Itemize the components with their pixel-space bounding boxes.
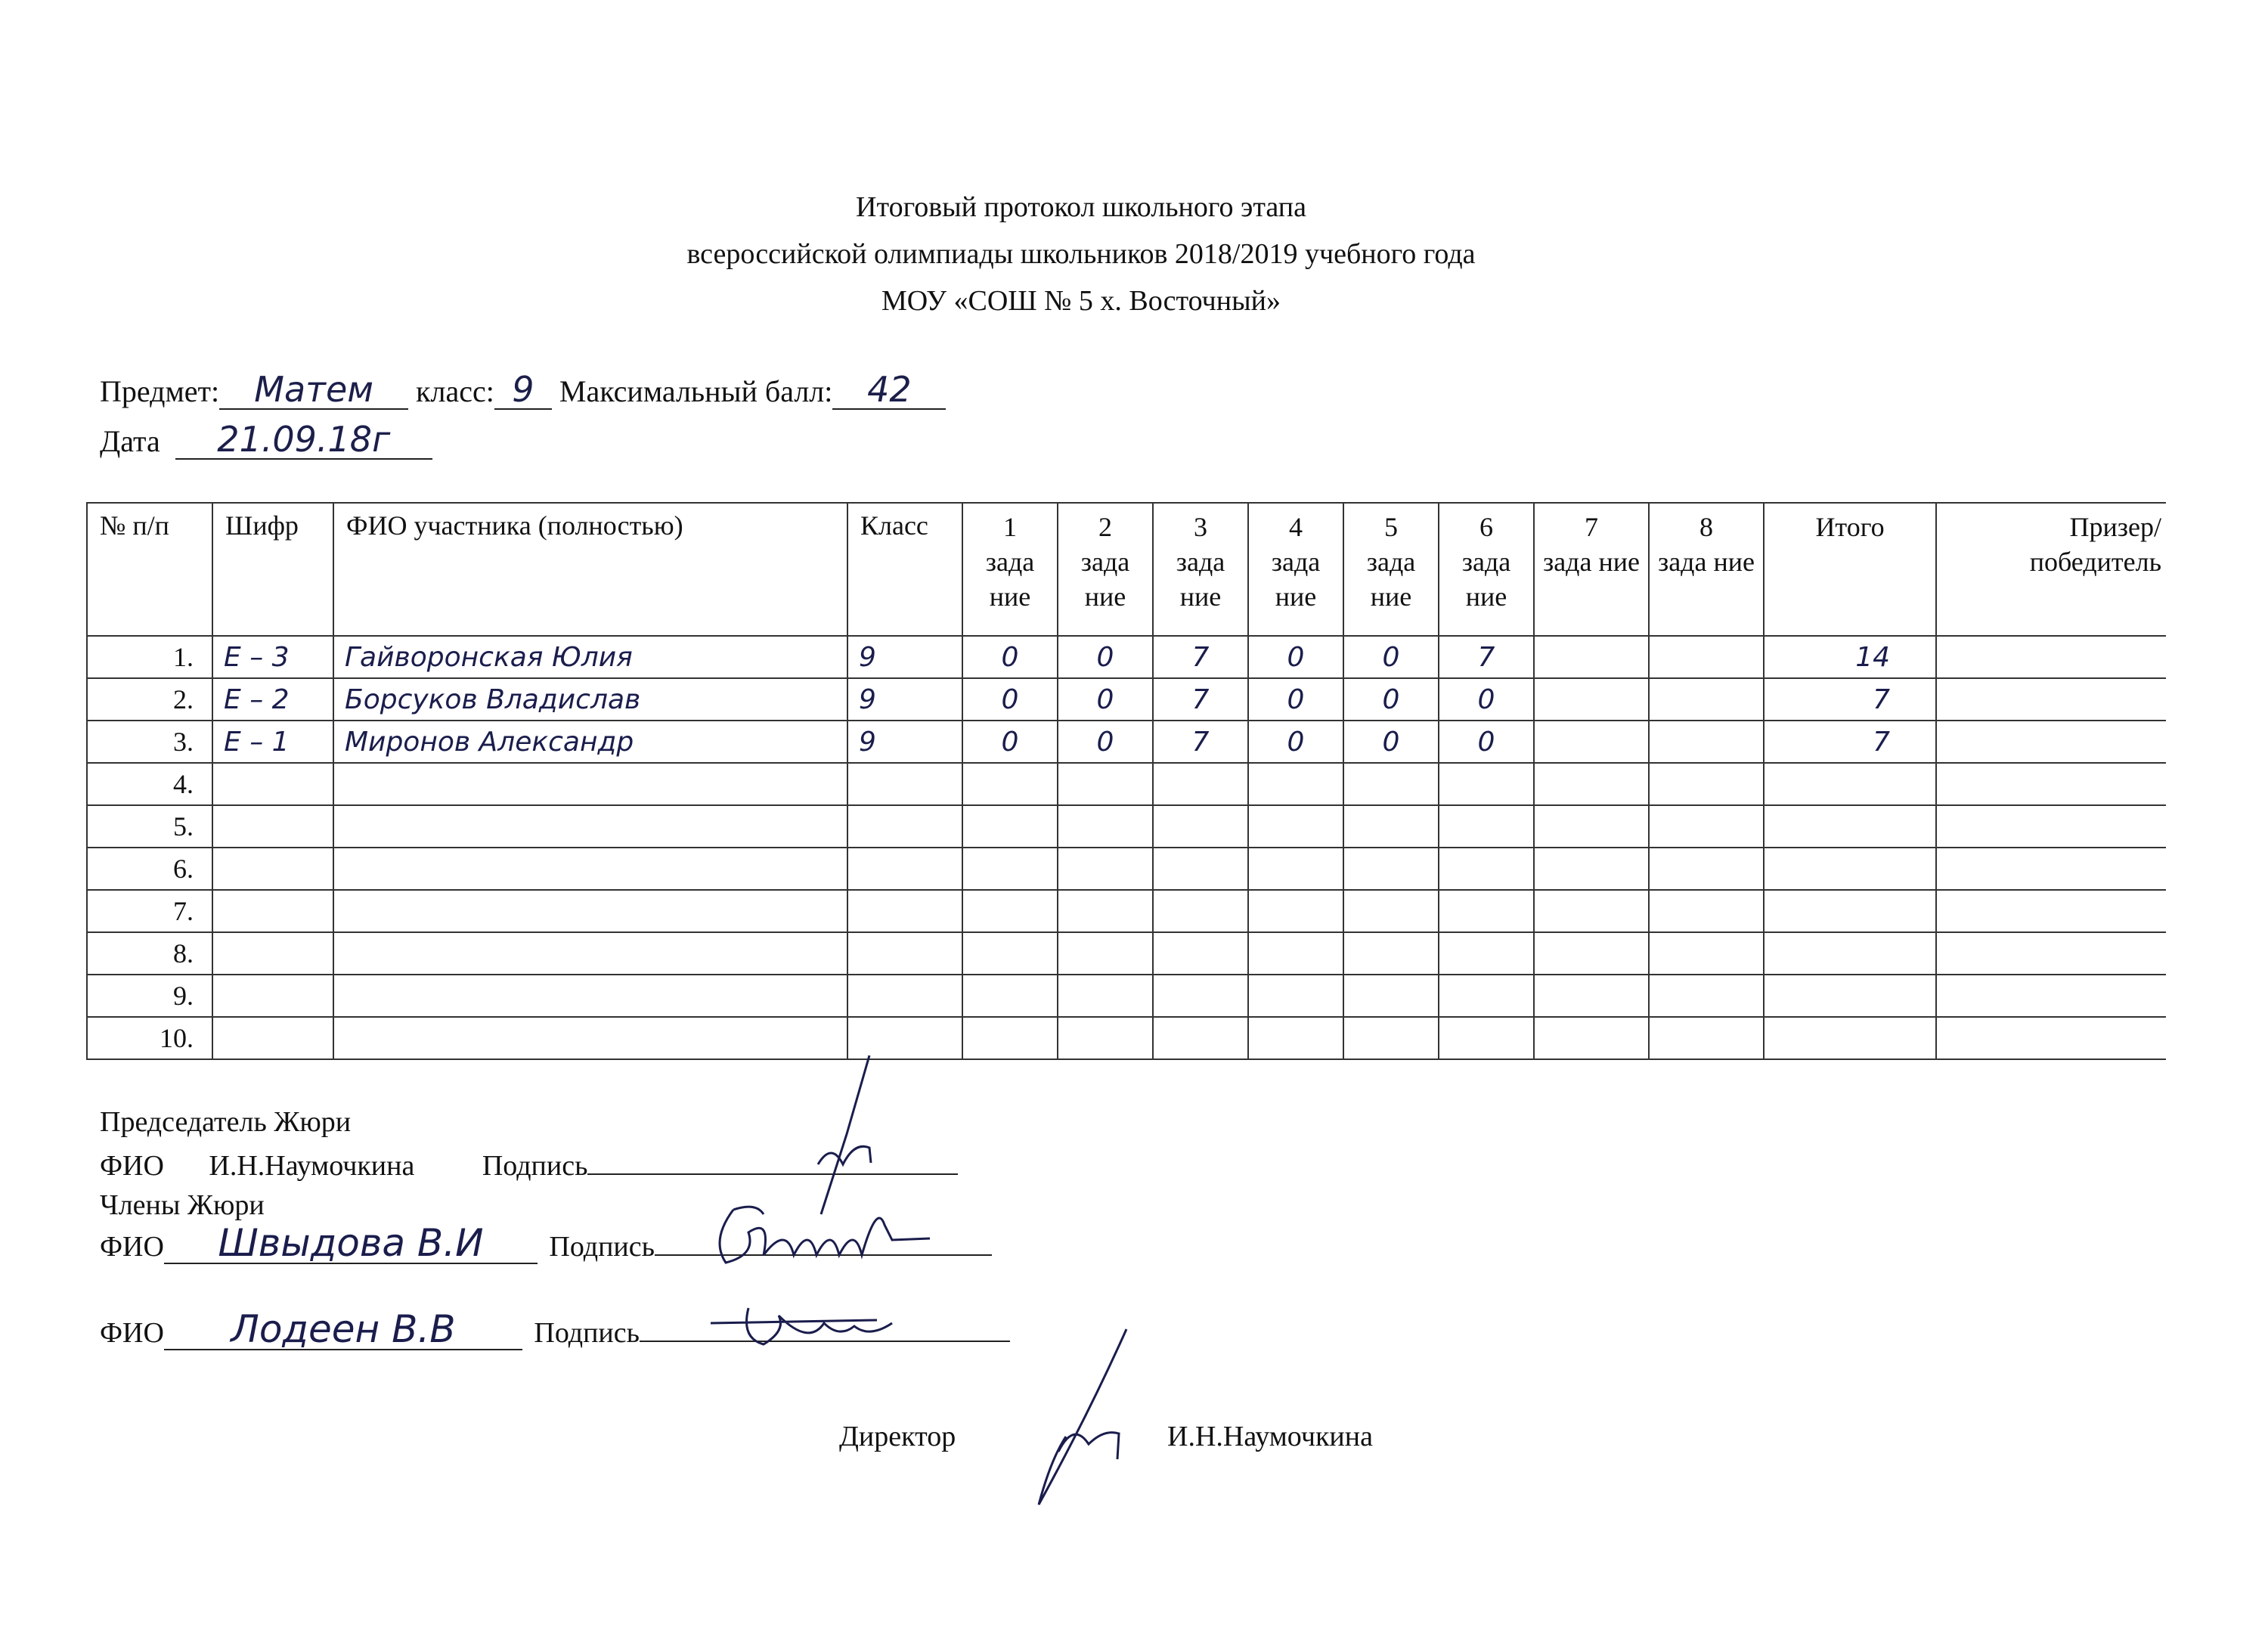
subject-label: Предмет:	[100, 374, 220, 408]
row-score-task-4	[1248, 848, 1343, 890]
meta-line-date	[100, 420, 432, 460]
row-fio	[333, 805, 847, 848]
row-score-task-8	[1649, 1017, 1764, 1059]
meta-line-subject	[100, 370, 946, 410]
member2-name: Лодеен В.В	[164, 1310, 522, 1350]
task-word: зада ние	[1542, 547, 1640, 577]
task-number: 7	[1585, 512, 1598, 542]
row-score-task-3	[1153, 805, 1248, 848]
row-score-task-5	[1343, 1017, 1439, 1059]
row-score-task-1: 0	[962, 678, 1058, 721]
row-score-task-6: 0	[1439, 678, 1534, 721]
director-signature	[1005, 1323, 1157, 1512]
col-header-task-1	[962, 503, 1058, 636]
row-score-task-3	[1153, 932, 1248, 975]
row-cipher: Е – 2	[212, 678, 333, 721]
row-cipher	[212, 1017, 333, 1059]
row-class: 9	[847, 721, 962, 763]
row-score-task-1	[962, 975, 1058, 1017]
row-score-task-1: 0	[962, 721, 1058, 763]
col-header-prize: Призер/ победитель	[1936, 503, 2166, 636]
table-row	[87, 975, 2166, 1017]
task-word: зада ние	[1657, 547, 1755, 577]
col-header-task-4	[1248, 503, 1343, 636]
row-score-task-2	[1058, 1017, 1153, 1059]
row-score-task-7	[1534, 763, 1649, 805]
row-score-task-8	[1649, 932, 1764, 975]
row-score-task-8	[1649, 975, 1764, 1017]
col-header-task-7	[1534, 503, 1649, 636]
row-score-task-6	[1439, 805, 1534, 848]
row-fio	[333, 890, 847, 932]
row-score-task-2	[1058, 932, 1153, 975]
row-score-task-3: 7	[1153, 678, 1248, 721]
row-score-task-2: 0	[1058, 721, 1153, 763]
col-header-cipher: Шифр	[212, 503, 333, 636]
row-total	[1764, 932, 1936, 975]
date-label: Дата	[100, 424, 160, 458]
row-score-task-1	[962, 805, 1058, 848]
signature-label: Подпись	[482, 1150, 588, 1182]
row-fio: Миронов Александр	[333, 721, 847, 763]
row-fio	[333, 763, 847, 805]
row-prize	[1936, 932, 2166, 975]
row-score-task-5: 0	[1343, 721, 1439, 763]
row-prize	[1936, 763, 2166, 805]
row-total	[1764, 848, 1936, 890]
row-total: 7	[1764, 721, 1936, 763]
row-score-task-8	[1649, 890, 1764, 932]
row-score-task-8	[1649, 678, 1764, 721]
col-header-fio: ФИО участника (полностью)	[333, 503, 847, 636]
row-score-task-7	[1534, 848, 1649, 890]
row-score-task-5: 0	[1343, 636, 1439, 678]
row-score-task-5: 0	[1343, 678, 1439, 721]
task-number: 8	[1699, 512, 1713, 542]
row-score-task-4	[1248, 890, 1343, 932]
fio-label: ФИО	[100, 1150, 164, 1182]
row-number: 3.	[87, 721, 212, 763]
row-prize	[1936, 890, 2166, 932]
row-class	[847, 932, 962, 975]
row-score-task-2	[1058, 975, 1153, 1017]
table-row	[87, 763, 2166, 805]
row-number: 8.	[87, 932, 212, 975]
table-row	[87, 890, 2166, 932]
row-number: 1.	[87, 636, 212, 678]
date-value: 21.09.18г	[175, 420, 432, 460]
director-name: И.Н.Наумочкина	[1167, 1421, 1373, 1452]
row-cipher: Е – 3	[212, 636, 333, 678]
row-class: 9	[847, 678, 962, 721]
row-cipher: Е – 1	[212, 721, 333, 763]
row-score-task-3	[1153, 848, 1248, 890]
row-score-task-5	[1343, 932, 1439, 975]
class-label: класс:	[416, 374, 494, 408]
task-number: 1	[1003, 512, 1017, 542]
row-score-task-6	[1439, 975, 1534, 1017]
col-header-task-8	[1649, 503, 1764, 636]
table-row	[87, 721, 2166, 763]
class-value: 9	[494, 370, 552, 410]
row-cipher	[212, 763, 333, 805]
task-number: 3	[1194, 512, 1207, 542]
row-score-task-1	[962, 763, 1058, 805]
row-score-task-2	[1058, 890, 1153, 932]
task-number: 2	[1098, 512, 1112, 542]
task-word: зада ние	[1080, 547, 1130, 612]
col-header-task-6	[1439, 503, 1534, 636]
task-word: зада ние	[1461, 547, 1511, 612]
row-number: 7.	[87, 890, 212, 932]
row-score-task-6	[1439, 932, 1534, 975]
row-total	[1764, 805, 1936, 848]
task-word: зада ние	[1176, 547, 1225, 612]
protocol-subtitle: всероссийской олимпиады школьников 2018/2019 учебного года	[686, 238, 1476, 270]
row-score-task-8	[1649, 636, 1764, 678]
row-class	[847, 763, 962, 805]
row-score-task-5	[1343, 805, 1439, 848]
signature-label: Подпись	[549, 1231, 655, 1263]
members-title: Члены Жюри	[100, 1189, 265, 1221]
row-score-task-3: 7	[1153, 721, 1248, 763]
col-header-task-5	[1343, 503, 1439, 636]
row-score-task-5	[1343, 848, 1439, 890]
row-number: 6.	[87, 848, 212, 890]
table-row	[87, 805, 2166, 848]
row-total: 14	[1764, 636, 1936, 678]
row-cipher	[212, 805, 333, 848]
row-score-task-2: 0	[1058, 678, 1153, 721]
row-score-task-8	[1649, 763, 1764, 805]
row-fio	[333, 848, 847, 890]
row-prize	[1936, 848, 2166, 890]
row-class	[847, 975, 962, 1017]
school-name: МОУ «СОШ № 5 х. Восточный»	[881, 285, 1281, 317]
row-score-task-7	[1534, 975, 1649, 1017]
row-score-task-6	[1439, 890, 1534, 932]
row-cipher	[212, 932, 333, 975]
row-score-task-6: 7	[1439, 636, 1534, 678]
row-score-task-2	[1058, 848, 1153, 890]
col-header-num: № п/п	[87, 503, 212, 636]
fio-label: ФИО	[100, 1317, 164, 1349]
row-score-task-6	[1439, 848, 1534, 890]
row-score-task-3: 7	[1153, 636, 1248, 678]
row-score-task-7	[1534, 890, 1649, 932]
row-number: 4.	[87, 763, 212, 805]
row-fio: Гайворонская Юлия	[333, 636, 847, 678]
row-number: 2.	[87, 678, 212, 721]
row-total	[1764, 890, 1936, 932]
row-score-task-7	[1534, 1017, 1649, 1059]
max-score-label: Максимальный балл:	[559, 374, 833, 408]
director-label: Директор	[839, 1421, 956, 1452]
signature-label: Подпись	[534, 1317, 640, 1349]
row-class	[847, 805, 962, 848]
col-header-task-3	[1153, 503, 1248, 636]
row-score-task-7	[1534, 721, 1649, 763]
row-class: 9	[847, 636, 962, 678]
row-fio	[333, 975, 847, 1017]
task-number: 5	[1384, 512, 1398, 542]
member1-signature	[703, 1195, 975, 1278]
table-row	[87, 1017, 2166, 1059]
row-score-task-2: 0	[1058, 636, 1153, 678]
row-score-task-4: 0	[1248, 678, 1343, 721]
row-prize	[1936, 1017, 2166, 1059]
row-score-task-7	[1534, 805, 1649, 848]
member2-signature	[696, 1300, 922, 1353]
subject-value: Матем	[219, 370, 408, 410]
col-header-task-2	[1058, 503, 1153, 636]
table-row	[87, 636, 2166, 678]
row-class	[847, 890, 962, 932]
col-header-total: Итого	[1764, 503, 1936, 636]
row-class	[847, 848, 962, 890]
row-score-task-2	[1058, 805, 1153, 848]
chair-title: Председатель Жюри	[100, 1106, 352, 1138]
table-header-row	[87, 503, 2166, 636]
row-prize	[1936, 678, 2166, 721]
row-score-task-1	[962, 1017, 1058, 1059]
row-prize	[1936, 636, 2166, 678]
row-score-task-4	[1248, 763, 1343, 805]
row-score-task-6	[1439, 1017, 1534, 1059]
row-score-task-7	[1534, 636, 1649, 678]
table-row	[87, 932, 2166, 975]
row-score-task-4	[1248, 805, 1343, 848]
row-score-task-3	[1153, 975, 1248, 1017]
table-body	[87, 636, 2166, 1059]
task-word: зада ние	[1366, 547, 1416, 612]
table-row	[87, 848, 2166, 890]
row-prize	[1936, 721, 2166, 763]
task-number: 6	[1479, 512, 1493, 542]
row-prize	[1936, 975, 2166, 1017]
row-score-task-4	[1248, 1017, 1343, 1059]
row-number: 5.	[87, 805, 212, 848]
row-score-task-8	[1649, 848, 1764, 890]
row-fio: Борсуков Владислав	[333, 678, 847, 721]
row-score-task-5	[1343, 975, 1439, 1017]
row-score-task-2	[1058, 763, 1153, 805]
row-score-task-3	[1153, 890, 1248, 932]
row-score-task-4	[1248, 932, 1343, 975]
row-score-task-6: 0	[1439, 721, 1534, 763]
table-row	[87, 678, 2166, 721]
row-cipher	[212, 890, 333, 932]
row-number: 9.	[87, 975, 212, 1017]
results-table	[86, 502, 2166, 1060]
row-prize	[1936, 805, 2166, 848]
row-cipher	[212, 975, 333, 1017]
row-score-task-1	[962, 890, 1058, 932]
col-header-class: Класс	[847, 503, 962, 636]
protocol-title: Итоговый протокол школьного этапа	[856, 191, 1306, 223]
row-fio	[333, 1017, 847, 1059]
row-score-task-4: 0	[1248, 721, 1343, 763]
row-score-task-1	[962, 932, 1058, 975]
task-word: зада ние	[1271, 547, 1321, 612]
row-score-task-5	[1343, 890, 1439, 932]
row-total	[1764, 975, 1936, 1017]
row-score-task-5	[1343, 763, 1439, 805]
task-number: 4	[1289, 512, 1303, 542]
row-fio	[333, 932, 847, 975]
row-score-task-8	[1649, 721, 1764, 763]
row-score-task-8	[1649, 805, 1764, 848]
row-total	[1764, 1017, 1936, 1059]
row-cipher	[212, 848, 333, 890]
row-total: 7	[1764, 678, 1936, 721]
row-score-task-4	[1248, 975, 1343, 1017]
row-total	[1764, 763, 1936, 805]
row-score-task-4: 0	[1248, 636, 1343, 678]
row-score-task-6	[1439, 763, 1534, 805]
member1-name: Швыдова В.И	[164, 1223, 538, 1264]
row-number: 10.	[87, 1017, 212, 1059]
row-score-task-7	[1534, 932, 1649, 975]
task-word: зада ние	[985, 547, 1035, 612]
row-score-task-1: 0	[962, 636, 1058, 678]
row-score-task-1	[962, 848, 1058, 890]
row-score-task-7	[1534, 678, 1649, 721]
max-score-value: 42	[832, 370, 946, 410]
row-score-task-3	[1153, 1017, 1248, 1059]
fio-label: ФИО	[100, 1231, 164, 1263]
row-score-task-3	[1153, 763, 1248, 805]
chair-name: И.Н.Наумочкина	[209, 1150, 415, 1182]
